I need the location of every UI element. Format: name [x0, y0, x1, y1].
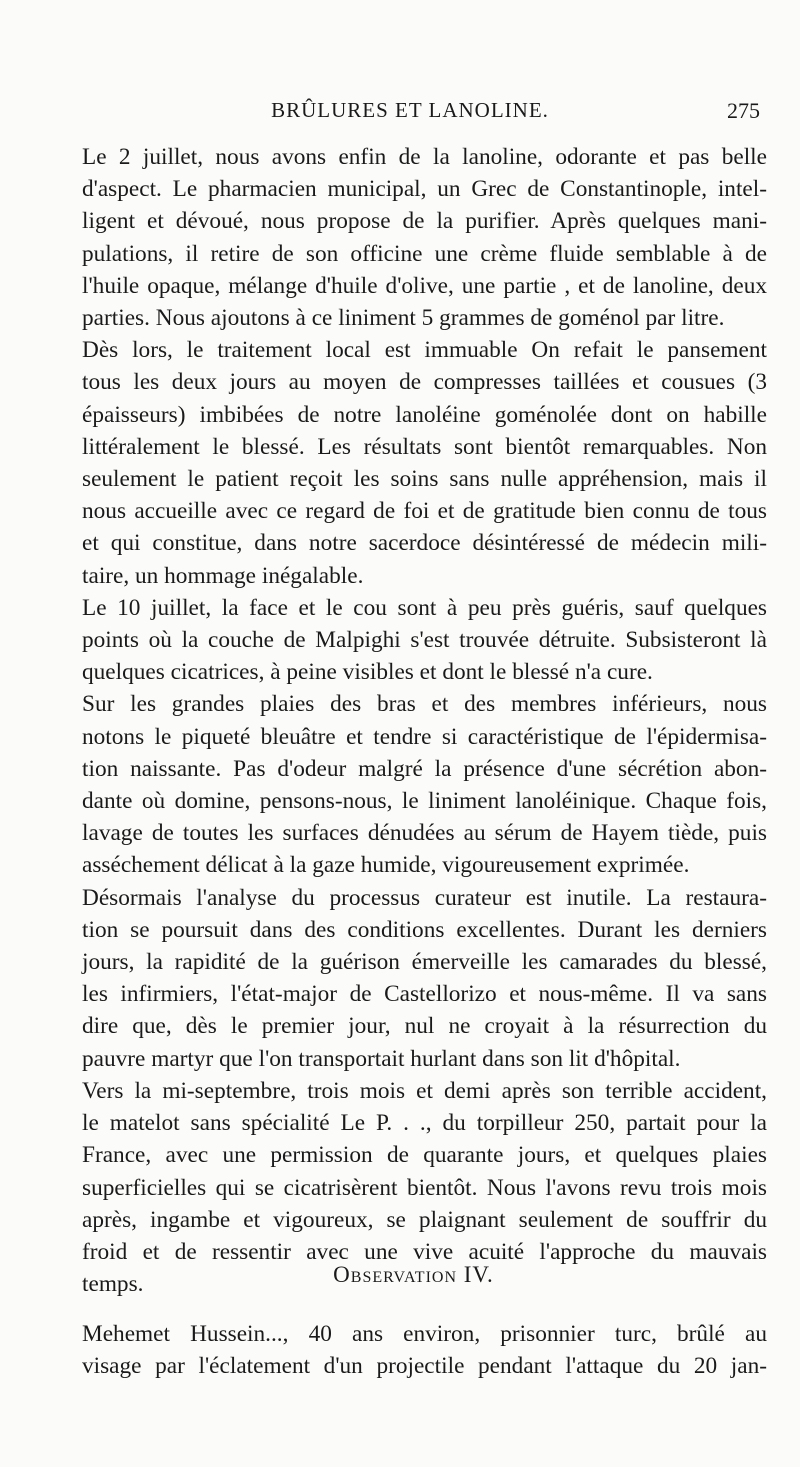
- text-line: France, avec une permission de quarante jours, et quelques plaies: [82, 1142, 767, 1169]
- text-line: superficielles qui se cicatrisèrent bientôt. Nous l'avons revu trois mois: [82, 1174, 767, 1201]
- text-line: le matelot sans spécialité Le P. . ., du torpilleur 250, partait pour la: [82, 1110, 767, 1137]
- text-line: Dès lors, le traitement local est immuable On refait le pansement: [82, 337, 767, 364]
- text-line: quelques cicatrices, à peine visibles et dont le blessé n'a cure.: [82, 659, 653, 686]
- text-line: épaisseurs) imbibées de notre lanoléine goménolée dont on habille: [82, 401, 767, 428]
- text-line: pauvre martyr que l'on transportait hurlant dans son lit d'hôpital.: [82, 1045, 681, 1072]
- paragraph-3: [60, 592, 767, 689]
- text-line: nous accueille avec ce regard de foi et de gratitude bien connu de tous: [82, 498, 767, 525]
- text-line: pulations, il retire de son officine une crème fluide semblable à de: [82, 240, 767, 267]
- text-line: jours, la rapidité de la guérison émerveille les camarades du blessé,: [82, 949, 767, 976]
- text-line: notons le piqueté bleuâtre et tendre si caractéristique de l'épidermisa-: [82, 723, 767, 750]
- observation-heading: [60, 1262, 767, 1288]
- text-line: temps.: [82, 1271, 144, 1298]
- paragraph-2: [60, 334, 767, 592]
- text-line: tion naissante. Pas d'odeur malgré la présence d'une sécrétion abon-: [82, 755, 767, 782]
- observation-heading-text: Observation IV.: [333, 1262, 494, 1287]
- text-line: lavage de toutes les surfaces dénudées au sérum de Hayem tiède, puis: [82, 820, 767, 847]
- text-line: Vers la mi-septembre, trois mois et demi après son terrible accident,: [82, 1077, 767, 1104]
- text-line: parties. Nous ajoutons à ce liniment 5 grammes de goménol par litre.: [82, 305, 725, 332]
- text-line: Le 10 juillet, la face et le cou sont à peu près guéris, sauf quelques: [82, 594, 767, 621]
- text-line: Mehemet Hussein..., 40 ans environ, prisonnier turc, brûlé au: [82, 1321, 767, 1347]
- paragraph-4: [60, 688, 767, 881]
- text-line: les infirmiers, l'état-major de Castellorizo et nous-même. Il va sans: [82, 981, 767, 1008]
- text-line: tous les deux jours au moyen de compresses taillées et cousues (3: [82, 369, 767, 396]
- text-line: taire, un hommage inégalable.: [82, 562, 364, 589]
- text-line: l'huile opaque, mélange d'huile d'olive, une partie , et de lanoline, deux: [82, 272, 767, 299]
- text-line: d'aspect. Le pharmacien municipal, un Grec de Constantinople, intel-: [82, 176, 767, 203]
- text-line: visage par l'éclatement d'un projectile pendant l'attaque du 20 jan-: [82, 1353, 767, 1380]
- text-line: Désormais l'analyse du processus curateur est inutile. La restaura-: [82, 884, 767, 911]
- text-line: et qui constitue, dans notre sacerdoce désintéressé de médecin mili-: [82, 530, 767, 557]
- text-line: froid et de ressentir avec une vive acuité l'approche du mauvais: [82, 1238, 767, 1265]
- running-head: [60, 96, 760, 126]
- paragraph-1: [60, 141, 767, 334]
- text-line: seulement le patient reçoit les soins sans nulle appréhension, mais il: [82, 466, 767, 493]
- paragraph-7: [60, 1318, 767, 1382]
- text-line: Le 2 juillet, nous avons enfin de la lanoline, odorante et pas belle: [82, 144, 767, 170]
- text-line: dire que, dès le premier jour, nul ne croyait à la résurrection du: [82, 1013, 767, 1040]
- paragraph-5: [60, 882, 767, 1075]
- text-line: après, ingambe et vigoureux, se plaignant seulement de souffrir du: [82, 1206, 767, 1233]
- text-line: ligent et dévoué, nous propose de la purifier. Après quelques mani-: [82, 208, 767, 235]
- running-title: BRÛLURES ET LANOLINE.: [271, 98, 549, 122]
- text-line: points où la couche de Malpighi s'est trouvée détruite. Subsisteront là: [82, 627, 767, 654]
- observation-text: [60, 1318, 767, 1382]
- page-number: 275: [727, 98, 760, 123]
- text-line: asséchement délicat à la gaze humide, vigoureusement exprimée.: [82, 852, 690, 879]
- text-line: littéralement le blessé. Les résultats sont bientôt remarquables. Non: [82, 433, 767, 460]
- text-line: dante où domine, pensons-nous, le liniment lanoléinique. Chaque fois,: [82, 788, 767, 815]
- text-line: Sur les grandes plaies des bras et des membres inférieurs, nous: [82, 691, 767, 718]
- text-line: tion se poursuit dans des conditions excellentes. Durant les derniers: [82, 916, 767, 943]
- body-text: [60, 141, 767, 1300]
